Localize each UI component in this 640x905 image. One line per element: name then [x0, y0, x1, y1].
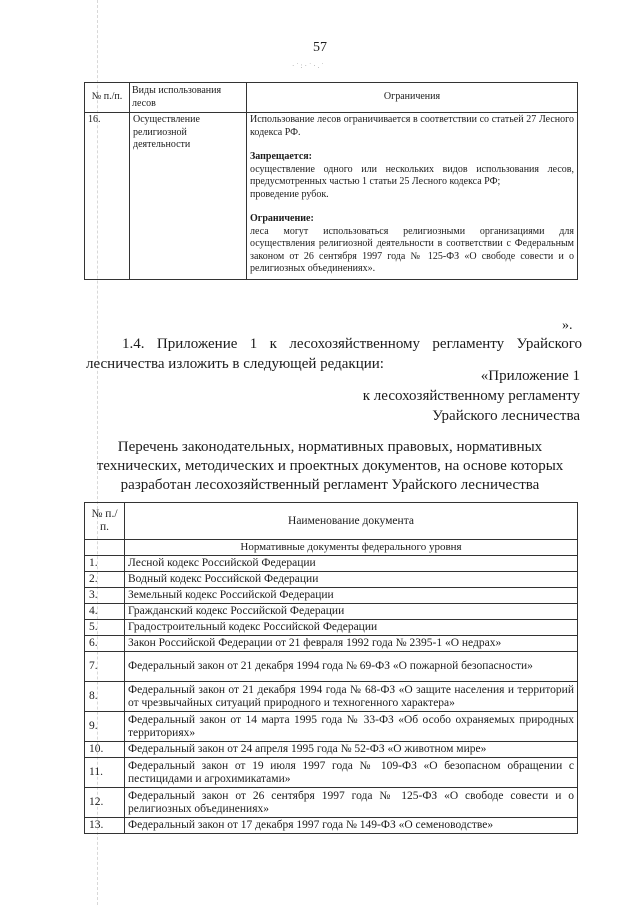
table-header-row — [85, 83, 578, 113]
row-num: 11. — [85, 758, 125, 788]
row-document: Земельный кодекс Российской Федерации — [125, 588, 578, 604]
table-row — [85, 556, 578, 572]
row-document: Федеральный закон от 21 декабря 1994 года № 69-ФЗ «О пожарной безопасности» — [125, 652, 578, 682]
row-document: Федеральный закон от 24 апреля 1995 года № 52-ФЗ «О животном мире» — [125, 742, 578, 758]
table-row — [85, 818, 578, 834]
row-document: Водный кодекс Российской Федерации — [125, 572, 578, 588]
table-row — [85, 620, 578, 636]
table-row — [85, 572, 578, 588]
table-row — [85, 604, 578, 620]
table-row — [85, 712, 578, 742]
table-row — [85, 788, 578, 818]
row-document: Гражданский кодекс Российской Федерации — [125, 604, 578, 620]
prohibited-label: Запрещается: — [250, 151, 313, 162]
uses-restrictions-table — [84, 82, 578, 280]
table-row — [85, 636, 578, 652]
page-number: 57 — [313, 40, 327, 55]
prohibited-item: проведение рубок. — [250, 188, 329, 200]
appendix-line: «Приложение 1 — [480, 368, 580, 384]
row-document: Закон Российской Федерации от 21 февраля 1992 года № 2395-1 «О недрах» — [125, 636, 578, 652]
row-num: 2. — [85, 572, 125, 588]
table-header-row — [85, 503, 578, 540]
row-num: 10. — [85, 742, 125, 758]
col-num-header: № п./п. — [85, 83, 130, 113]
quote-end: ». — [562, 318, 573, 333]
table-row — [85, 652, 578, 682]
section-num-cell — [85, 540, 125, 556]
row-restrictions — [247, 113, 578, 280]
row-num: 12. — [85, 788, 125, 818]
usage-text: Использование лесов ограничивается в соответствии со статьей 27 Лесного кодекса РФ. — [250, 114, 574, 138]
appendix-line: к лесохозяйственному регламенту — [362, 388, 580, 404]
row-document: Федеральный закон от 14 марта 1995 года № 33-ФЗ «Об особо охраняемых природных территориях» — [125, 712, 578, 742]
restriction-label: Ограничение: — [250, 213, 314, 224]
row-document: Лесной кодекс Российской Федерации — [125, 556, 578, 572]
row-num: 6. — [85, 636, 125, 652]
col-restrictions-header: Ограничения — [247, 83, 578, 113]
restriction-text: леса могут использоваться религиозными организациями для осуществления религиозной деятельности в соответствии с Федеральным законом от 26 сентября 1997 года № 125-ФЗ «О свободе совести и о религиозных объединениях». — [250, 225, 574, 274]
row-num: 8. — [85, 682, 125, 712]
row-document: Федеральный закон от 17 декабря 1997 года № 149-ФЗ «О семеноводстве» — [125, 818, 578, 834]
appendix-heading — [363, 366, 580, 426]
table-row — [85, 113, 578, 280]
col-num-header: № п./п. — [85, 503, 125, 540]
scan-mark: ·˙:·˙·.˙ — [292, 62, 326, 70]
amendment-paragraph: 1.4. Приложение 1 к лесохозяйственному регламенту Урайского лесничества изложить в следующей редакции: — [86, 336, 582, 372]
row-type: Осуществление религиозной деятельности — [130, 113, 247, 280]
row-document: Федеральный закон от 19 июля 1997 года № 109-ФЗ «О безопасном обращении с пестицидами и агрохимикатами» — [125, 758, 578, 788]
row-num: 1. — [85, 556, 125, 572]
row-num: 4. — [85, 604, 125, 620]
table-row — [85, 758, 578, 788]
documents-table — [84, 502, 578, 834]
section-row — [85, 540, 578, 556]
row-num: 5. — [85, 620, 125, 636]
row-document: Федеральный закон от 21 декабря 1994 года № 68-ФЗ «О защите населения и территорий от чрезвычайных ситуаций природного и техногенного характера» — [125, 682, 578, 712]
row-document: Федеральный закон от 26 сентября 1997 года № 125-ФЗ «О свободе совести и о религиозных объединениях» — [125, 788, 578, 818]
table-row — [85, 742, 578, 758]
row-num: 9. — [85, 712, 125, 742]
row-num: 16. — [85, 113, 130, 280]
appendix-line: Урайского лесничества — [432, 408, 580, 424]
documents-list-title: Перечень законодательных, нормативных правовых, нормативных технических, методических и проектных документов, на основе которых разработан лесохозяйственный регламент Урайского лесничества — [96, 439, 564, 493]
section-title: Нормативные документы федерального уровня — [125, 540, 578, 556]
row-num: 13. — [85, 818, 125, 834]
col-name-header: Наименование документа — [125, 503, 578, 540]
table-row — [85, 588, 578, 604]
col-type-header: Виды использования лесов — [130, 83, 247, 113]
table-row — [85, 682, 578, 712]
prohibited-item: осуществление одного или нескольких видов использования лесов, предусмотренных частью 1 статьи 25 Лесного кодекса РФ; — [250, 163, 574, 187]
row-num: 7. — [85, 652, 125, 682]
row-document: Градостроительный кодекс Российской Федерации — [125, 620, 578, 636]
row-num: 3. — [85, 588, 125, 604]
